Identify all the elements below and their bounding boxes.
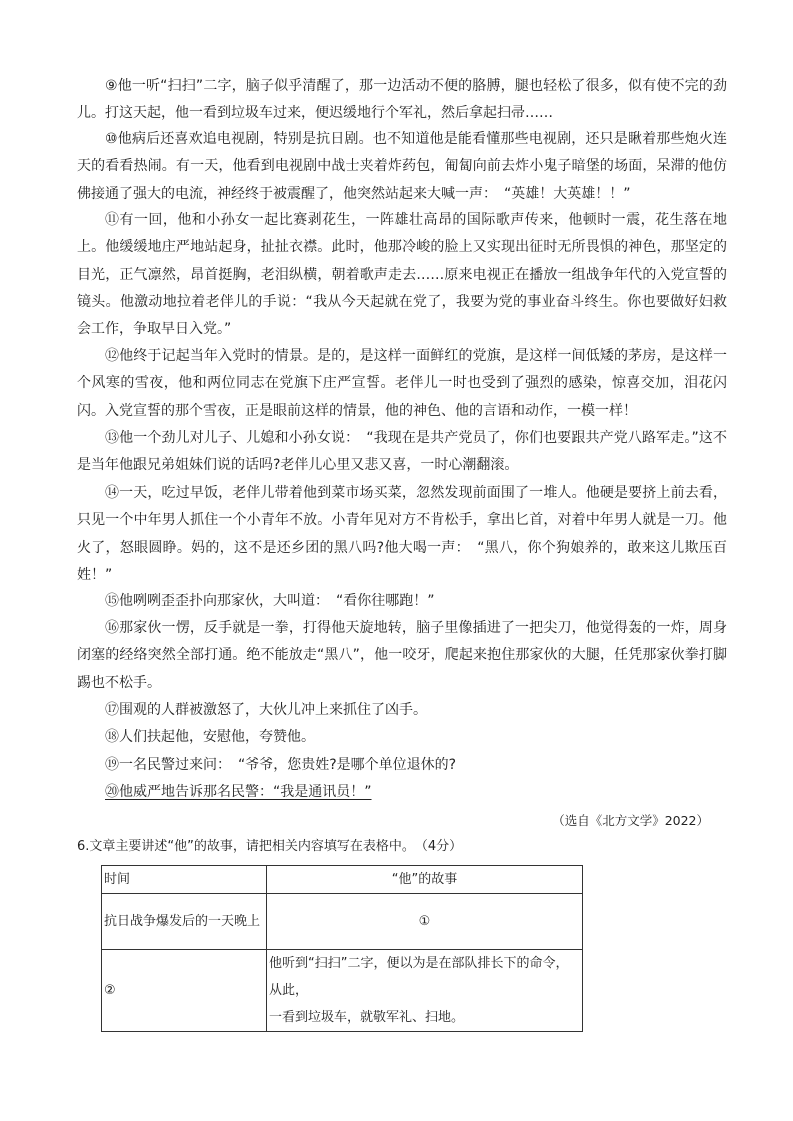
source-citation: （选自《北方文学》2022） [552,813,709,828]
cell-time-2-blank[interactable]: ② [102,950,267,1032]
header-story: “他”的故事 [267,866,583,894]
story-line-1: 他听到“扫扫”二字，便以为是在部队排长下的命令，从此， [269,956,569,998]
paragraph-16: ⑯那家伙一愣，反手就是一拳，打得他天旋地转，脑子里像插进了一把尖刀，他觉得轰的一炸，周身闭塞的经络突然全部打通。绝不能放走“黑八”，他一咬牙，爬起来抱住那家伙的大腿，任凭那家伙拳打脚踢也不松手。 [77,620,727,691]
paragraph-19: ⑲一名民警过来问： “爷爷，您贵姓?是哪个单位退休的? [105,757,457,773]
underlined-sentence: ⑳他威严地告诉那名民警：“我是通讯员！” [105,784,372,800]
paragraph-11: ⑪有一回，他和小孙女一起比赛剥花生，一阵雄壮高昂的国际歌声传来，他顿时一震，花生落在地上。他缓缓地庄严地站起身，扯扯衣襟。此时，他那冷峻的脸上又实现出征时无所畏惧的神色，那坚定的目光，正气凛然，昂首挺胸，老泪纵横，朝着歌声走去……原来电视正在播放一组战争年代的入党宣誓的镜头。他激动地拉着老伴儿的手说：“我从今天起就在党了，我要为党的事业奋斗终生。你也要做好妇救会工作，争取早日入党。” [77,212,727,338]
paragraph-17: ⑰围观的人群被激怒了，大伙儿冲上来抓住了凶手。 [105,702,427,718]
story-line-2: 一看到垃圾车，就敬军礼、扫地。 [269,1010,465,1025]
table-row [102,894,583,950]
cell-story-1-blank[interactable]: ① [267,894,583,950]
paragraph-20 [77,779,727,806]
paragraph-9: ⑨他一听“扫扫”二字，脑子似乎清醒了，那一边活动不便的胳膊，腿也轻松了很多，似有使不完的劲儿。打这天起，他一看到垃圾车过来，便迟缓地行个军礼，然后拿起扫帚…… [77,78,727,122]
paragraph-13: ⑬他一个劲儿对儿子、儿媳和小孙女说： “我现在是共产党员了，你们也要跟共产党八路军走。”这不是当年他跟兄弟姐妹们说的话吗?老伴儿心里又悲又喜，一时心潮翻滚。 [77,430,727,474]
question-6: 6.文章主要讲述“他”的故事，请把相关内容填写在表格中。 （4分） [77,839,463,854]
cell-time-1: 抗日战争爆发后的一天晚上 [102,894,267,950]
paragraph-14: ⑭一天，吃过早饭，老伴儿带着他到菜市场买菜，忽然发现前面围了一堆人。他硬是要挤上前去看，只见一个中年男人抓住一个小青年不放。小青年见对方不肯松手，拿出匕首，对着中年男人就是一刀。他火了，怒眼圆睁。妈的，这不是还乡团的黑八吗?他大喝一声： “黑八，你个狗娘养的，敢来这儿欺压百姓！” [77,485,727,583]
paragraph-10: ⑩他病后还喜欢追电视剧，特别是抗日剧。也不知道他是能看懂那些电视剧，还只是瞅着那些炮火连天的看看热闹。有一天，他看到电视剧中战士夹着炸药包，匍匐向前去炸小鬼子暗堡的场面，呆滞的他仿佛接通了强大的电流，神经终于被震醒了，他突然站起来大喊一声： “英雄！大英雄！！” [77,131,727,202]
header-time: 时间 [102,866,267,894]
paragraph-12: ⑫他终于记起当年入党时的情景。是的，是这样一面鲜红的党旗，是这样一间低矮的茅房，是这样一个风寒的雪夜，他和两位同志在党旗下庄严宣誓。老伴儿一时也受到了强烈的感染，惊喜交加，泪花闪闪。入党宣誓的那个雪夜，正是眼前这样的情景，他的神色、他的言语和动作，一模一样！ [77,348,727,419]
answer-table [101,865,583,1032]
cell-story-2 [267,950,583,1032]
table-header-row [102,866,583,894]
paragraph-18: ⑱人们扶起他，安慰他，夸赞他。 [105,729,315,745]
table-row [102,950,583,1032]
paragraph-15: ⑮他咧咧歪歪扑向那家伙，大叫道： “看你往哪跑！” [105,593,435,609]
